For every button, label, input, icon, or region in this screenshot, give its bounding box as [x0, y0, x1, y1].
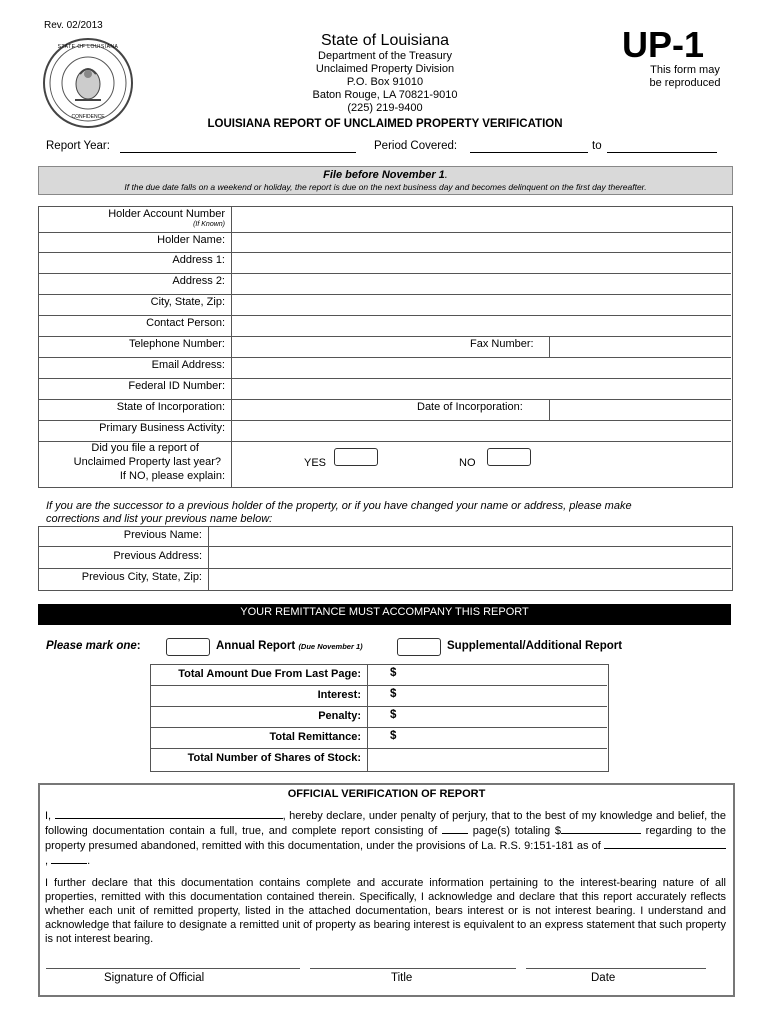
total-due-label: Total Amount Due From Last Page: [178, 668, 361, 680]
to-label: to [592, 140, 602, 152]
form-code: UP-1 [622, 24, 705, 65]
verification-paragraph-2: I further declare that this documentation contains complete and accurate information pertaining to the interest-bearing nature of all properties, remitted with this documentation contained therein. Specifically, I acknowledge and declare that this report accurately reflects whether each unit of remitted property, listed in the attached documentation, bears interest or is not interest bearing. I understand and acknowledge that failure to designate a remitted unit of property as bearing interest is equivalent to an express statement that such property is not interest bearing. [45, 877, 726, 945]
date-incorporation-label: Date of Incorporation: [417, 401, 523, 413]
if-no-explain-label: If NO, please explain: [119, 470, 225, 482]
previous-name-input[interactable] [210, 527, 729, 545]
page-count-blank[interactable] [442, 823, 468, 834]
holder-column-divider [231, 206, 232, 488]
successor-instructions [46, 500, 632, 526]
date-line[interactable] [526, 968, 706, 969]
state-name: State of Louisiana [320, 32, 450, 49]
previous-city-input[interactable] [210, 569, 729, 588]
dollar-sign: $ [390, 667, 397, 679]
dollar-sign: $ [390, 688, 397, 700]
primary-business-label: Primary Business Activity: [99, 422, 225, 434]
penalty-input[interactable] [404, 707, 604, 726]
seal-bottom-text: CONFIDENCE [71, 114, 105, 120]
reproduce-line-2: be reproduced [649, 77, 721, 89]
annual-report-label: Annual Report (Due November 1) [216, 640, 363, 652]
title-line[interactable] [310, 968, 516, 969]
row-divider [39, 546, 731, 547]
department-name: Department of the Treasury [318, 50, 452, 62]
total-remittance-input[interactable] [404, 728, 604, 747]
notice-title-period: . [444, 169, 448, 181]
phone-number: (225) 219-9400 [347, 102, 423, 114]
interest-label: Interest: [317, 689, 361, 701]
state-incorporation-label: State of Incorporation: [116, 401, 225, 413]
signature-label: Signature of Official [104, 972, 205, 984]
date-label: Date [591, 972, 616, 984]
fax-input[interactable] [549, 336, 732, 357]
successor-text-2: corrections and list your previous name below: [46, 513, 273, 525]
did-file-line-2: Unclaimed Property last year? [73, 456, 221, 468]
address1-label: Address 1: [172, 254, 225, 266]
mark-one-label: Please mark one: [46, 640, 141, 652]
notice-text: If the due date falls on a weekend or holiday, the report is due on the next business day and becomes delinquent on the first day thereafter. [124, 182, 647, 192]
interest-input[interactable] [404, 686, 604, 705]
holder-account-label: Holder Account Number [108, 208, 225, 220]
as-of-date-blank[interactable] [604, 838, 726, 849]
seal-top-text: STATE OF LOUISIANA [57, 44, 119, 50]
previous-column-divider [208, 526, 209, 591]
primary-business-input[interactable] [233, 421, 729, 440]
amount-blank[interactable] [561, 823, 641, 834]
federal-id-input[interactable] [233, 379, 729, 398]
telephone-label: Telephone Number: [128, 338, 225, 350]
total-due-input[interactable] [404, 665, 604, 684]
date-incorporation-input[interactable] [549, 399, 732, 420]
report-year-field[interactable] [120, 152, 356, 153]
division-name: Unclaimed Property Division [315, 63, 455, 75]
verification-paragraph-1: I, , hereby declare, under penalty of perjury, that to the best of my knowledge and belief, the following documentation contain a full, true, and complete report consisting of page(s) totaling $ regarding to the property presumed abandoned, remitted with this documentation, under the provisions of La. R.S. 9:151-181 as of , . [45, 810, 726, 867]
total-remittance-label: Total Remittance: [269, 731, 361, 743]
previous-address-input[interactable] [210, 548, 729, 567]
address2-input[interactable] [233, 274, 729, 293]
no-checkbox[interactable] [487, 448, 531, 466]
report-year-label: Report Year: [46, 140, 110, 152]
federal-id-label: Federal ID Number: [128, 380, 225, 392]
holder-account-input[interactable] [233, 208, 729, 231]
po-box: P.O. Box 91010 [346, 76, 424, 88]
declarant-name-blank[interactable] [55, 808, 283, 819]
state-seal [43, 38, 133, 128]
shares-input[interactable] [370, 749, 604, 769]
contact-person-label: Contact Person: [146, 317, 225, 329]
totals-column-divider [367, 664, 368, 772]
dollar-sign: $ [390, 730, 397, 742]
email-label: Email Address: [151, 359, 225, 371]
annual-report-note: (Due November 1) [298, 642, 363, 651]
holder-name-label: Holder Name: [157, 234, 225, 246]
period-end-field[interactable] [607, 152, 717, 153]
verification-title: OFFICIAL VERIFICATION OF REPORT [287, 788, 486, 800]
period-start-field[interactable] [470, 152, 588, 153]
previous-name-label: Previous Name: [123, 529, 202, 541]
notice-title: File before November 1 [323, 169, 445, 181]
state-incorporation-input[interactable] [233, 400, 413, 419]
reproduce-line-1: This form may [650, 64, 720, 76]
city-address: Baton Rouge, LA 70821-9010 [312, 89, 458, 101]
dollar-sign: $ [390, 709, 397, 721]
due-date-notice [38, 166, 733, 195]
supplemental-report-label: Supplemental/Additional Report [447, 640, 623, 652]
holder-name-input[interactable] [233, 233, 729, 251]
reproduce-note [630, 64, 740, 90]
fax-label: Fax Number: [470, 338, 534, 350]
annual-report-checkbox[interactable] [166, 638, 210, 656]
no-label: NO [459, 457, 476, 469]
previous-address-label: Previous Address: [113, 550, 202, 562]
revision-label: Rev. 02/2013 [44, 20, 103, 31]
shares-label: Total Number of Shares of Stock: [187, 752, 361, 764]
previous-city-label: Previous City, State, Zip: [81, 571, 202, 583]
yes-checkbox[interactable] [334, 448, 378, 466]
successor-text-1: If you are the successor to a previous holder of the property, or if you have changed your name or address, please make [46, 500, 632, 512]
email-input[interactable] [233, 358, 729, 377]
address2-label: Address 2: [172, 275, 225, 287]
if-no-explain-input[interactable] [233, 468, 729, 486]
remittance-banner: YOUR REMITTANCE MUST ACCOMPANY THIS REPORT [38, 604, 731, 625]
city-state-zip-label: City, State, Zip: [150, 296, 225, 308]
if-known-note: (If Known) [193, 221, 225, 228]
city-state-zip-input[interactable] [233, 295, 729, 314]
signature-line[interactable] [46, 968, 300, 969]
yes-label: YES [304, 457, 327, 469]
page-title: LOUISIANA REPORT OF UNCLAIMED PROPERTY VERIFICATION [207, 118, 563, 130]
address1-input[interactable] [233, 253, 729, 272]
did-file-line-1: Did you file a report of [91, 442, 199, 454]
as-of-year-blank[interactable] [51, 853, 87, 864]
supplemental-report-checkbox[interactable] [397, 638, 441, 656]
penalty-label: Penalty: [318, 710, 361, 722]
agency-header [280, 32, 490, 115]
title-label: Title [391, 972, 413, 984]
period-label: Period Covered: [374, 140, 458, 152]
contact-person-input[interactable] [233, 316, 729, 335]
